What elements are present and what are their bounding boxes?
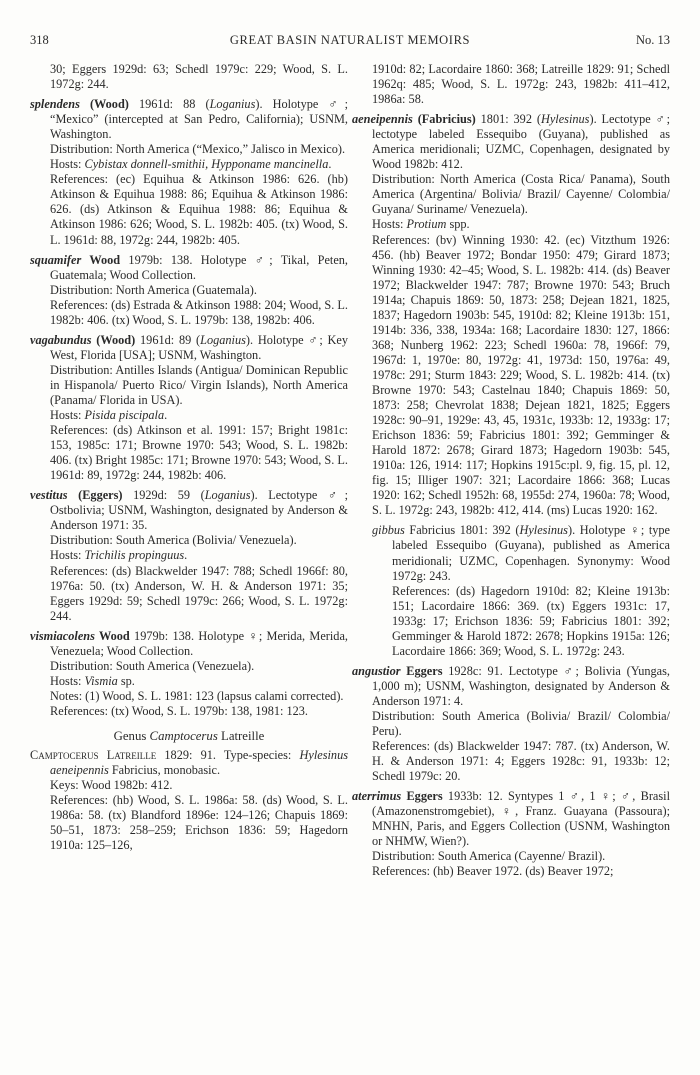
continued-references: 1910d: 82; Lacordaire 1860: 368; Latreille 1829: 91; Schedl 1962q: 485; Wood, S. L. 1972g: 243, 1982b: 411–412, 1986a: 58.	[372, 62, 670, 107]
references: References: (bv) Winning 1930: 42. (ec) Vitzthum 1926: 456. (hb) Beaver 1972; Bondar 1950: 479; Girard 1873; Winning 1930: 42–45; Wood, S. L. 1982b: 414. (ds) Beaver 1972; Blackwelder 1947: 787; Browne 1970: 543; Bruch 1914a; Chapuis 1869: 50, 1873: 258; Dejean 1821, 1825, 1837; Hagedorn 1903b: 545, 1910d: 82; Kleine 1913b: 151, 1914b: 336, 338, 1934a: 168; Lacordaire 1830: 127, 1866: 368; Nunberg 1962: 223; Schedl 1960a: 78, 1966f: 79, 1967d: 1, 1970e: 80, 1972g: 41, 1973d: 150, 1976a: 49, 1978c: 291; Sturm 1843: 229; Wood, S. L. 1982b: 414. (tx) Browne 1970: 543; Castelnau 1840; Chapuis 1869: 50, 1873: 258; Chevrolat 1838; Dejean 1821, 1825; Eggers 1928c: 90–91, 1929e: 43, 45, 1931c, 1933b: 12, 1933g: 17; Erichson 1836: 59; Fabricius 1801: 392; Gemminger & Harold 1872: 2678; Girard 1873; Hagedorn 1903b: 545, 1910a: 126, 1914: 117; Hopkins 1915c:pl. 9, fig. 15, pl. 12, fig. 15; Illiger 1907: 321; Lacordaire 1866: 368; Lucas 1920: 162; Schedl 1952h: 68, 1955d: 274, 1960a: 78; Wood, S. L. 1972g: 243, 1982b: 412, 414. (ms) Lucas 1920: 162.	[372, 232, 670, 518]
references: References: (ds) Atkinson et al. 1991: 157; Bright 1981c: 153, 1985c: 171; Browne 1970: 543; Wood, S. L. 1982b: 406. (tx) Bright 1985c: 171; Browne 1970: 543; Wood, S. L. 1961d: 89, 1972g: 244, 1982b: 406.	[50, 423, 348, 483]
running-header	[30, 33, 670, 49]
species-entry-vestitus	[30, 488, 348, 623]
references: References: (ds) Blackwelder 1947: 787. (tx) Anderson, W. H. & Anderson 1971: 4; Eggers 1928c: 91, 1933b: 12; Schedl 1979c: 20.	[372, 739, 670, 784]
hosts: Hosts: Pisida piscipala.	[50, 408, 168, 423]
species-entry-vagabundus	[30, 333, 348, 483]
references: References: (ds) Blackwelder 1947: 788; Schedl 1966f: 80, 1976a: 50. (tx) Anderson, W. H. & Anderson 1971: 35; Eggers 1929d: 59; Schedl 1979c: 266; Wood, S. L. 1972g: 244.	[50, 563, 348, 623]
distribution: Distribution: South America (Cayenne/ Brazil).	[372, 849, 606, 864]
hosts: Hosts: Protium spp.	[372, 217, 470, 232]
journal-title: GREAT BASIN NATURALIST MEMOIRS	[229, 33, 471, 47]
references: References: (ds) Estrada & Atkinson 1988: 204; Wood, S. L. 1982b: 406. (tx) Wood, S. L. 1979b: 138, 1982b: 406.	[50, 297, 348, 327]
distribution: Distribution: North America (Guatemala).	[50, 282, 257, 297]
species-header: splendens (Wood) 1961d: 88 (Loganius). Holotype ♂; “Mexico” (intercepted at San Pedro, California); USNM, Washington.	[30, 97, 348, 142]
continued-references: 30; Eggers 1929d: 63; Schedl 1979c: 229; Wood, S. L. 1972g: 244.	[50, 62, 348, 92]
distribution: Distribution: Antilles Islands (Antigua/ Dominican Republic in Hispanola/ Puerto Rico/ Virgin Islands), North America (Panama/ Florida in USA).	[50, 362, 348, 407]
references: References: (hb) Wood, S. L. 1986a: 58. (ds) Wood, S. L. 1986a: 58. (tx) Blandford 1896e: 124–126; Chapuis 1869: 50–51, 1873: 258–259; Erichson 1836: 59; Hagedorn 1910a: 125–126,	[50, 793, 348, 853]
hosts: Hosts: Cybistax donnell-smithii, Hypponame mancinella.	[50, 157, 332, 172]
species-header: vismiacolens Wood 1979b: 138. Holotype ♀; Merida, Merida, Venezuela; Wood Collection.	[30, 628, 348, 658]
references: References: (ec) Equihua & Atkinson 1986: 626. (hb) Atkinson & Equihua 1988: 86; Equihua & Atkinson 1986: 626. (ds) Atkinson & Equihua 1988: 86; Equihua & Atkinson 1986: 626; Wood, S. L. 1982b: 405. (tx) Wood, S. L. 1961d: 88, 1972g: 244, 1982b: 405.	[50, 172, 348, 247]
genus-entry-camptocerus	[30, 748, 348, 853]
species-header: aeneipennis (Fabricius) 1801: 392 (Hylesinus). Lectotype ♂; lectotype labeled Essequibo (Guyana), published as America meridionali; UZMC, Copenhagen, designated by Wood 1982b: 412.	[352, 112, 671, 172]
species-header: squamifer Wood 1979b: 138. Holotype ♂; Tikal, Peten, Guatemala; Wood Collection.	[30, 252, 349, 282]
references: References: (ds) Hagedorn 1910d: 82; Kleine 1913b: 151; Lacordaire 1866: 369. (tx) Eggers 1931c: 17, 1933g: 17; Erichson 1836: 59; Fabricius 1801: 392; Gemminger & Harold 1872: 2678; Hopkins 1915a: 126; Lacordaire 1866: 369; Wood, S. L. 1972g: 243.	[392, 583, 670, 658]
notes: Notes: (1) Wood, S. L. 1981: 123 (lapsus calami corrected).	[50, 688, 344, 703]
distribution: Distribution: South America (Bolivia/ Brazil/ Colombia/ Peru).	[372, 708, 670, 739]
right-column	[352, 62, 670, 884]
genus-header: Camptocerus Latreille 1829: 91. Type-species: Hylesinus aeneipennis Fabricius, monobasic.	[30, 748, 348, 778]
species-entry-aeneipennis	[352, 112, 670, 518]
issue-number: No. 13	[635, 33, 670, 47]
synonym-header: gibbus Fabricius 1801: 392 (Hylesinus). Holotype ♀; type labeled Essequibo (Guyana), published as America meridionali; UZMC, Copenhagen. Synonymy: Wood 1972g: 243.	[372, 523, 670, 583]
left-column	[30, 62, 348, 858]
genus-heading: Genus Camptocerus Latreille	[113, 728, 265, 743]
distribution: Distribution: South America (Bolivia/ Venezuela).	[50, 533, 297, 548]
keys: Keys: Wood 1982b: 412.	[50, 778, 173, 793]
species-entry-squamifer	[30, 253, 348, 328]
species-header: vestitus (Eggers) 1929d: 59 (Loganius). Lectotype ♂; Ostbolivia; USNM, Washington, designated by Anderson & Anderson 1971: 35.	[30, 488, 349, 533]
distribution: Distribution: South America (Venezuela).	[50, 658, 255, 673]
hosts: Hosts: Vismia sp.	[50, 673, 135, 688]
distribution: Distribution: North America (Costa Rica/ Panama), South America (Argentina/ Bolivia/ Brazil/ Cayenne/ Colombia/ Guyana/ Suriname/ Venezuela).	[372, 172, 670, 217]
synonym-entry-gibbus	[352, 523, 670, 658]
page-number: 318	[30, 33, 49, 47]
species-entry-splendens	[30, 97, 348, 247]
references: References: (tx) Wood, S. L. 1979b: 138, 1981: 123.	[50, 703, 309, 718]
species-header: vagabundus (Wood) 1961d: 89 (Loganius). Holotype ♂; Key West, Florida [USA]; USNM, Washington.	[30, 332, 348, 362]
species-header: aterrimus Eggers 1933b: 12. Syntypes 1 ♂, 1 ♀; ♂, Brasil (Amazonenstromgebiet), ♀, Franz. Guayana (Passoura); MNHN, Paris, and Eggers Collection (USNM, Washington or NHMW, Wien?).	[352, 789, 670, 849]
species-entry-aterrimus	[352, 789, 670, 879]
species-entry-angustior	[352, 664, 670, 784]
references: References: (hb) Beaver 1972. (ds) Beaver 1972;	[372, 864, 614, 879]
species-header: angustior Eggers 1928c: 91. Lectotype ♂; Bolivia (Yungas, 1,000 m); USNM, Washington, designated by Anderson & Anderson 1971: 4.	[352, 663, 670, 708]
hosts: Hosts: Trichilis propinguus.	[50, 548, 188, 563]
species-entry-vismiacolens	[30, 629, 348, 719]
distribution: Distribution: North America (“Mexico,” Jalisco in Mexico).	[50, 142, 346, 157]
